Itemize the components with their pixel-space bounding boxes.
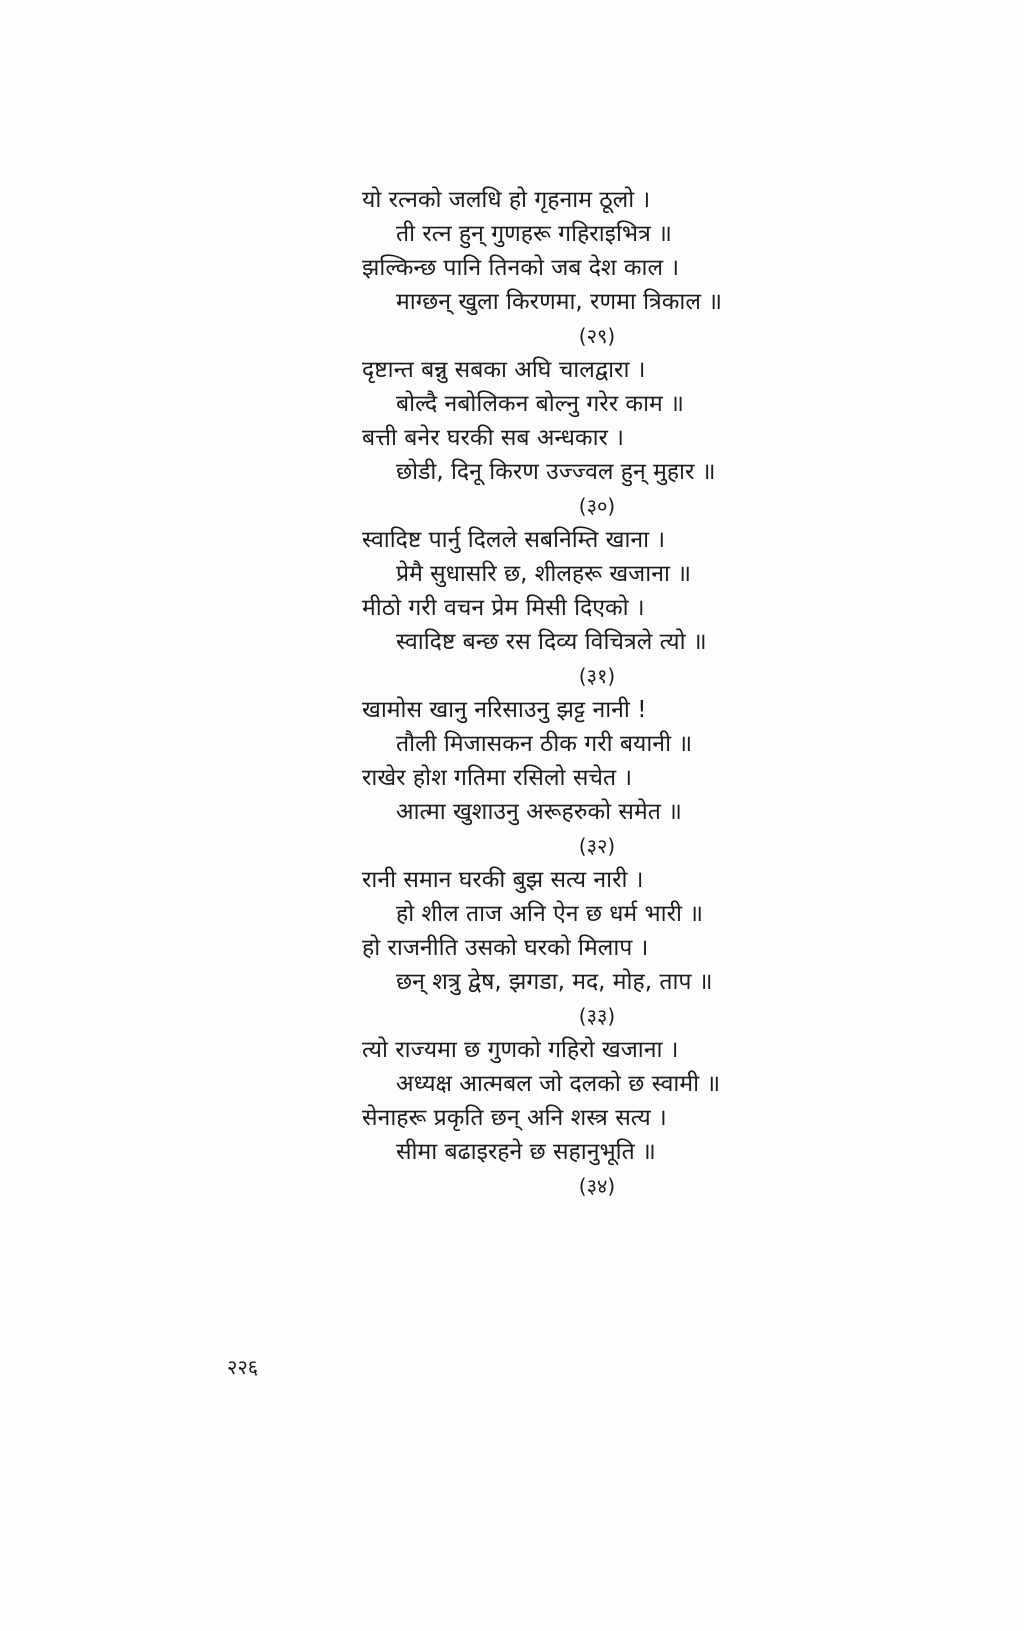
verse-number: (३२) <box>578 834 616 858</box>
verse-line: झल्किन्छ पानि तिनको जब देश काल । <box>362 255 680 281</box>
verse-line: बत्ती बनेर घरकी सब अन्धकार । <box>362 425 624 451</box>
verse-line: त्यो राज्यमा छ गुणको गहिरो खजाना । <box>362 1037 679 1063</box>
verse-line: हो शील ताज अनि ऐन छ धर्म भारी ॥ <box>396 901 704 927</box>
verse-line: अध्यक्ष आत्मबल जो दलको छ स्वामी ॥ <box>396 1071 721 1097</box>
stanza-31 <box>362 523 812 693</box>
verse-line: बोल्दै नबोलिकन बोल्नु गरेर काम ॥ <box>396 391 684 417</box>
verse-line: आत्मा खुशाउनु अरूहरुको समेत ॥ <box>396 799 682 825</box>
verse-line: सीमा बढाइरहने छ सहानुभूति ॥ <box>396 1139 656 1165</box>
verse-line: खामोस खानु नरिसाउनु झट्ट नानी ! <box>362 697 647 723</box>
verse-line: राखेर होश गतिमा रसिलो सचेत । <box>362 765 633 791</box>
verse-line: स्वादिष्ट पार्नु दिलले सबनिम्ति खाना । <box>362 527 666 553</box>
verse-number: (२९) <box>578 324 616 348</box>
verse-line: स्वादिष्ट बन्छ रस दिव्य विचित्रले त्यो ॥ <box>396 629 707 655</box>
stanza-29 <box>362 183 812 353</box>
verse-line: ती रत्न हुन् गुणहरू गहिराइभित्र ॥ <box>396 221 672 247</box>
verse-line: यो रत्नको जलधि हो गृहनाम ठूलो । <box>362 187 651 213</box>
verse-line: हो राजनीति उसको घरको मिलाप । <box>362 935 649 961</box>
verse-number: (३३) <box>578 1004 616 1028</box>
page-number: २२६ <box>227 1355 259 1379</box>
verse-line: रानी समान घरकी बुझ सत्य नारी । <box>362 867 644 893</box>
verse-number: (३१) <box>578 664 616 688</box>
stanza-34 <box>362 1033 812 1203</box>
stanza-32 <box>362 693 812 863</box>
verse-line: छोडी, दिनू किरण उज्ज्वल हुन् मुहार ॥ <box>396 459 716 485</box>
verse-line: छन् शत्रु द्वेष, झगडा, मद, मोह, ताप ॥ <box>396 969 713 995</box>
stanza-33 <box>362 863 812 1033</box>
verse-number: (३४) <box>578 1174 616 1198</box>
verse-line: माग्छन् खुला किरणमा, रणमा त्रिकाल ॥ <box>396 289 723 315</box>
verse-line: तौली मिजासकन ठीक गरी बयानी ॥ <box>396 731 693 757</box>
verse-line: सेनाहरू प्रकृति छन् अनि शस्त्र सत्य । <box>362 1105 667 1131</box>
verse-line: मीठो गरी वचन प्रेम मिसी दिएको । <box>362 595 645 621</box>
verse-number: (३०) <box>578 494 616 518</box>
stanza-30 <box>362 353 812 523</box>
verse-line: प्रेमै सुधासरि छ, शीलहरू खजाना ॥ <box>396 561 692 587</box>
verse-line: दृष्टान्त बन्नु सबका अघि चालद्वारा । <box>362 357 646 383</box>
poem <box>362 183 812 1203</box>
